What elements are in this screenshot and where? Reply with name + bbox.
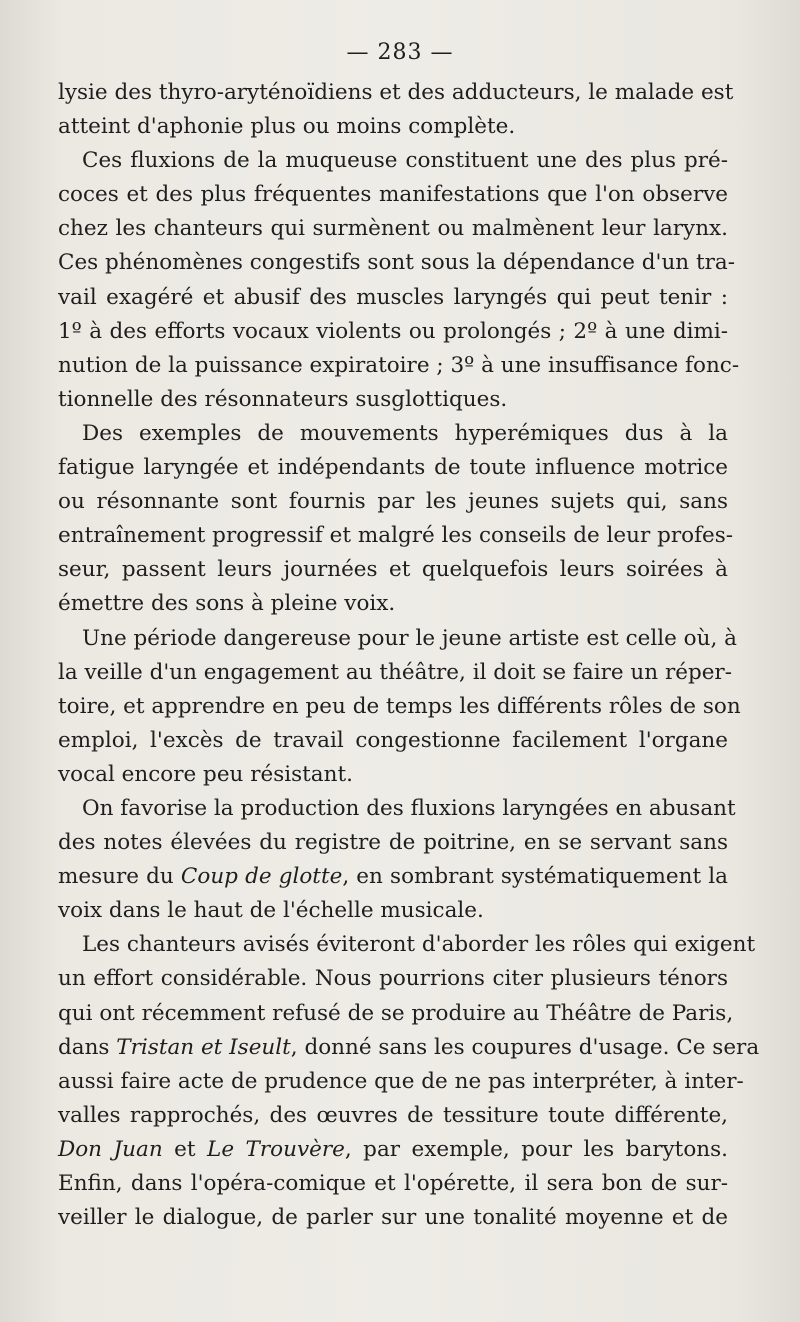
text-line: ou résonnante sont fournis par les jeunes sujets qui, sans: [58, 489, 728, 515]
text-line: émettre des sons à pleine voix.: [58, 591, 396, 617]
text-run: , donné sans les coupures d'usage. Ce sera: [290, 1034, 760, 1060]
text-line: Une période dangereuse pour le jeune artiste est celle où, à: [82, 625, 737, 651]
italic-title: Coup de glotte: [180, 864, 343, 890]
text-run: et: [162, 1136, 208, 1162]
italic-title: Le Trouvère: [207, 1136, 345, 1162]
italic-title: Tristan et Iseult: [116, 1034, 291, 1060]
text-line: 1º à des efforts vocaux violents ou prolongés ; 2º à une dimi-: [58, 318, 728, 344]
text-line-with-italics: [58, 1133, 728, 1167]
text-line: aussi faire acte de prudence que de ne pas interpréter, à inter-: [58, 1068, 744, 1094]
text-line: un effort considérable. Nous pourrions citer plusieurs ténors: [58, 966, 728, 992]
text-line: Enfin, dans l'opéra-comique et l'opérette, il sera bon de sur-: [58, 1171, 728, 1196]
text-run: dans: [58, 1034, 117, 1060]
text-line: des notes élevées du registre de poitrine, en se servant sans: [58, 830, 728, 856]
text-line: chez les chanteurs qui surmènent ou malmènent leur larynx.: [58, 216, 728, 242]
text-run: , par exemple, pour les barytons.: [344, 1136, 728, 1162]
text-line: atteint d'aphonie plus ou moins complète.: [58, 114, 516, 140]
text-line: Ces fluxions de la muqueuse constituent une des plus pré-: [82, 148, 728, 174]
text-line: Ces phénomènes congestifs sont sous la dépendance d'un tra-: [58, 250, 735, 276]
italic-title: Don Juan: [58, 1136, 163, 1162]
text-line: fatigue laryngée et indépendants de toute influence motrice: [58, 455, 728, 481]
page-number: — 283 —: [346, 40, 454, 65]
text-line: valles rapprochés, des œuvres de tessiture toute différente,: [58, 1102, 728, 1128]
text-run: , en sombrant systématiquement la: [342, 864, 728, 890]
text-run: mesure du: [58, 864, 181, 890]
text-line: seur, passent leurs journées et quelquefois leurs soirées à: [58, 557, 728, 583]
text-line-with-italics: [58, 860, 728, 894]
text-line: toire, et apprendre en peu de temps les différents rôles de son: [58, 693, 741, 719]
text-line: coces et des plus fréquentes manifestations que l'on observe: [58, 182, 728, 208]
text-line: vocal encore peu résistant.: [58, 761, 353, 787]
text-line: tionnelle des résonnateurs susglottiques.: [58, 386, 508, 412]
text-line: entraînement progressif et malgré les conseils de leur profes-: [58, 523, 734, 549]
text-line: emploi, l'excès de travail congestionne facilement l'organe: [58, 727, 728, 753]
text-line: voix dans le haut de l'échelle musicale.: [58, 898, 484, 924]
text-line: Les chanteurs avisés éviteront d'aborder les rôles qui exigent: [82, 932, 756, 958]
text-line: Des exemples de mouvements hyperémiques dus à la: [82, 420, 728, 446]
body-text: [58, 76, 760, 1235]
text-line: la veille d'un engagement au théâtre, il doit se faire un réper-: [58, 659, 732, 685]
text-line: lysie des thyro-aryténoïdiens et des adducteurs, le malade est: [58, 80, 734, 105]
text-line: qui ont récemment refusé de se produire au Théâtre de Paris,: [58, 1000, 734, 1026]
text-line: On favorise la production des fluxions laryngées en abusant: [82, 795, 736, 821]
text-line: vail exagéré et abusif des muscles laryngés qui peut tenir :: [58, 284, 728, 310]
text-line: veiller le dialogue, de parler sur une tonalité moyenne et de: [58, 1205, 728, 1231]
text-line: nution de la puissance expiratoire ; 3º à une insuffisance fonc-: [58, 352, 740, 378]
text-line-with-italics: [58, 1031, 760, 1065]
